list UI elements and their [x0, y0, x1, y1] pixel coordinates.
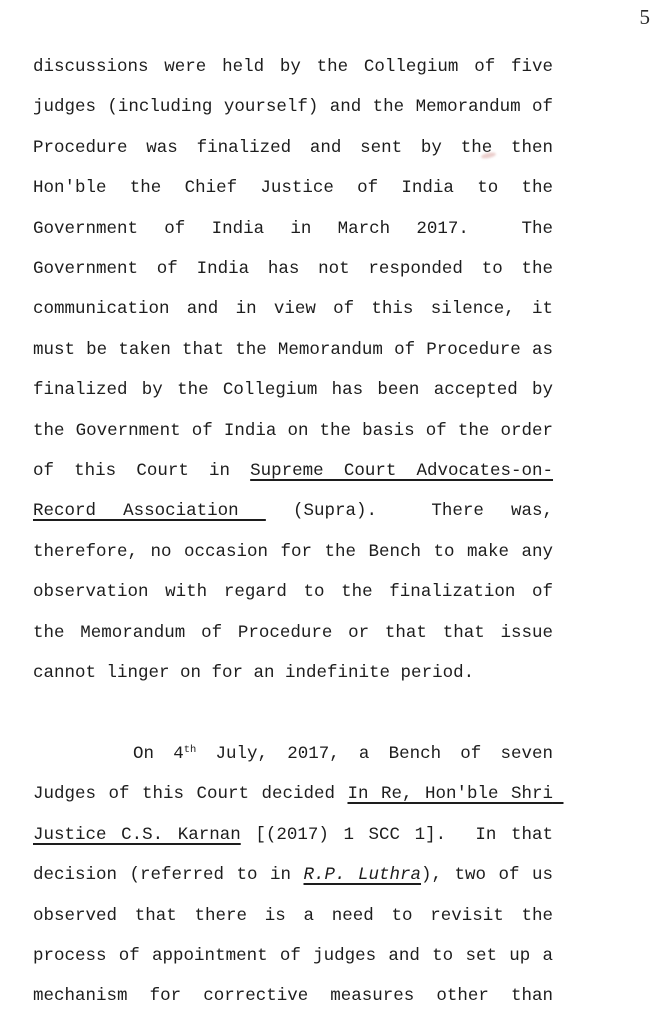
document-body	[33, 47, 564, 1023]
paragraph	[33, 47, 564, 694]
text-run: July, 2017, a Bench of seven Judges of this Court decided	[33, 743, 564, 805]
text-run: discussions were held by the Collegium of five judges (including yourself) and the Memorandum of Procedure was finalized and sent by the then Hon'ble the Chief Justice of India to the Government of India in March 2017. The Government of India has not responded to the communication and in view of this silence, it must be taken that the Memorandum of Procedure as finalized by the Collegium has been accepted by the Government of India on the basis of the order of this Court in	[33, 57, 564, 482]
case-citation: Supreme Court Advocates-on-Record Association	[33, 461, 554, 522]
text-run: [(2017) 1 SCC 1]. In that decision (referred to in	[33, 824, 564, 886]
text-run: ), two of us observed that there is a need to revisit the process of appointment of judges and to set up a mechanism for corrective measures other than	[33, 865, 564, 1007]
ordinal-superscript: th	[183, 744, 197, 757]
case-citation: R.P. Luthra	[303, 865, 422, 886]
paragraph	[33, 734, 564, 1017]
text-run: (Supra). There was, therefore, no occasion for the Bench to make any observation with regard to the finalization of the Memorandum of Procedure or that that issue cannot linger on for an indefinite period.	[33, 501, 564, 684]
text-run: On 4	[133, 743, 184, 764]
case-citation: In Re, Hon'ble Shri Justice C.S. Karnan	[33, 784, 564, 845]
page-number: 5	[639, 5, 650, 29]
